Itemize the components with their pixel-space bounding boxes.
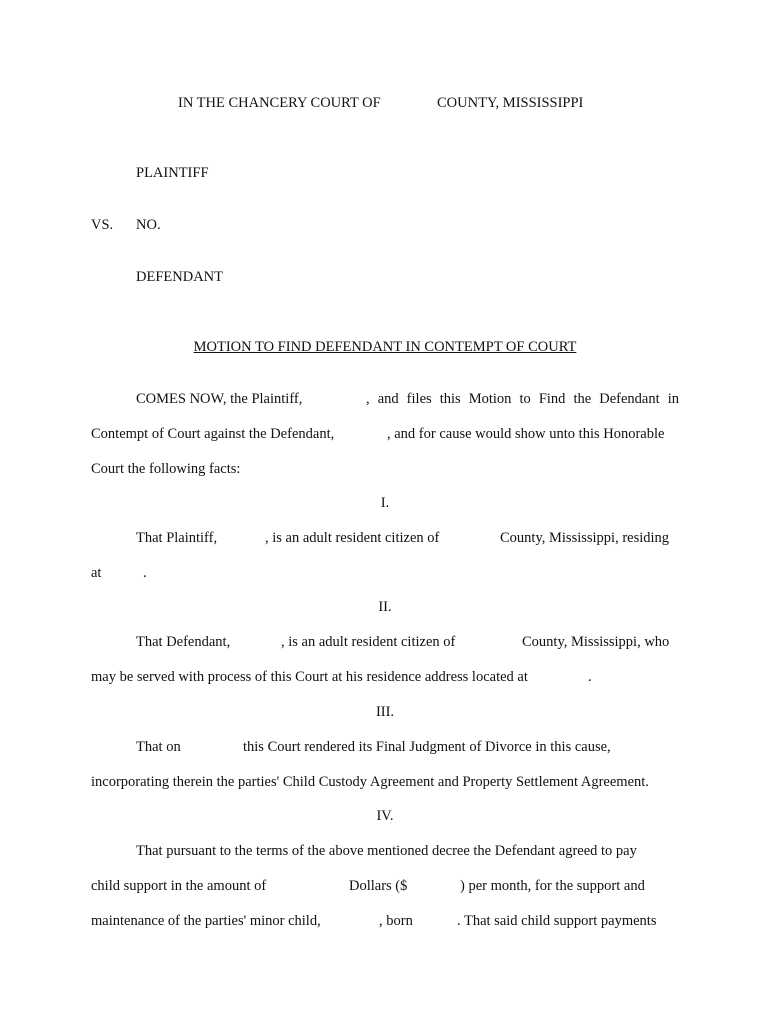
- section-1-numeral: I.: [380, 495, 390, 511]
- section-4-numeral: IV.: [376, 808, 394, 824]
- intro-line3: Court the following facts:: [91, 461, 241, 477]
- s2-line2-a: may be served with process of this Court at his residence address located at: [91, 669, 528, 685]
- intro-line2-a: Contempt of Court against the Defendant,: [91, 426, 335, 442]
- s4-line3-b: , born: [379, 913, 413, 929]
- s2-line1-b: , is an adult resident citizen of: [281, 634, 456, 650]
- s1-line2-a: at: [91, 565, 102, 581]
- intro-line1-b: , and files this Motion to Find the Defendant in: [366, 391, 679, 407]
- section-3-numeral: III.: [375, 704, 395, 720]
- court-name: IN THE CHANCERY COURT OF: [178, 95, 381, 111]
- s2-line1-a: That Defendant,: [136, 634, 231, 650]
- s4-line2-b: Dollars ($: [349, 878, 408, 894]
- document-title: MOTION TO FIND DEFENDANT IN CONTEMPT OF COURT: [193, 339, 577, 355]
- s1-line1-b: , is an adult resident citizen of: [265, 530, 440, 546]
- s4-line1: That pursuant to the terms of the above mentioned decree the Defendant agreed to pay: [136, 843, 637, 859]
- s4-line3-c: . That said child support payments: [457, 913, 657, 929]
- plaintiff-label: PLAINTIFF: [136, 165, 209, 181]
- defendant-label: DEFENDANT: [136, 269, 223, 285]
- s2-line2-b: .: [588, 669, 592, 685]
- s1-line1-a: That Plaintiff,: [136, 530, 218, 546]
- case-number-label: NO.: [136, 217, 161, 233]
- vs-label: VS.: [91, 217, 114, 233]
- s3-line1-a: That on: [136, 739, 181, 755]
- s1-line2-b: .: [143, 565, 147, 581]
- s4-line2-c: ) per month, for the support and: [460, 878, 645, 894]
- s1-line1-c: County, Mississippi, residing: [500, 530, 670, 546]
- s3-line1-b: this Court rendered its Final Judgment of Divorce in this cause,: [243, 739, 611, 755]
- s3-line2: incorporating therein the parties' Child Custody Agreement and Property Settlement Agreement.: [91, 774, 649, 790]
- intro-line2-b: , and for cause would show unto this Honorable: [387, 426, 665, 442]
- section-2-numeral: II.: [378, 599, 392, 615]
- court-county: COUNTY, MISSISSIPPI: [437, 95, 584, 111]
- s4-line2-a: child support in the amount of: [91, 878, 267, 894]
- intro-line1-a: COMES NOW, the Plaintiff,: [136, 391, 303, 407]
- s2-line1-c: County, Mississippi, who: [522, 634, 670, 650]
- s4-line3-a: maintenance of the parties' minor child,: [91, 913, 321, 929]
